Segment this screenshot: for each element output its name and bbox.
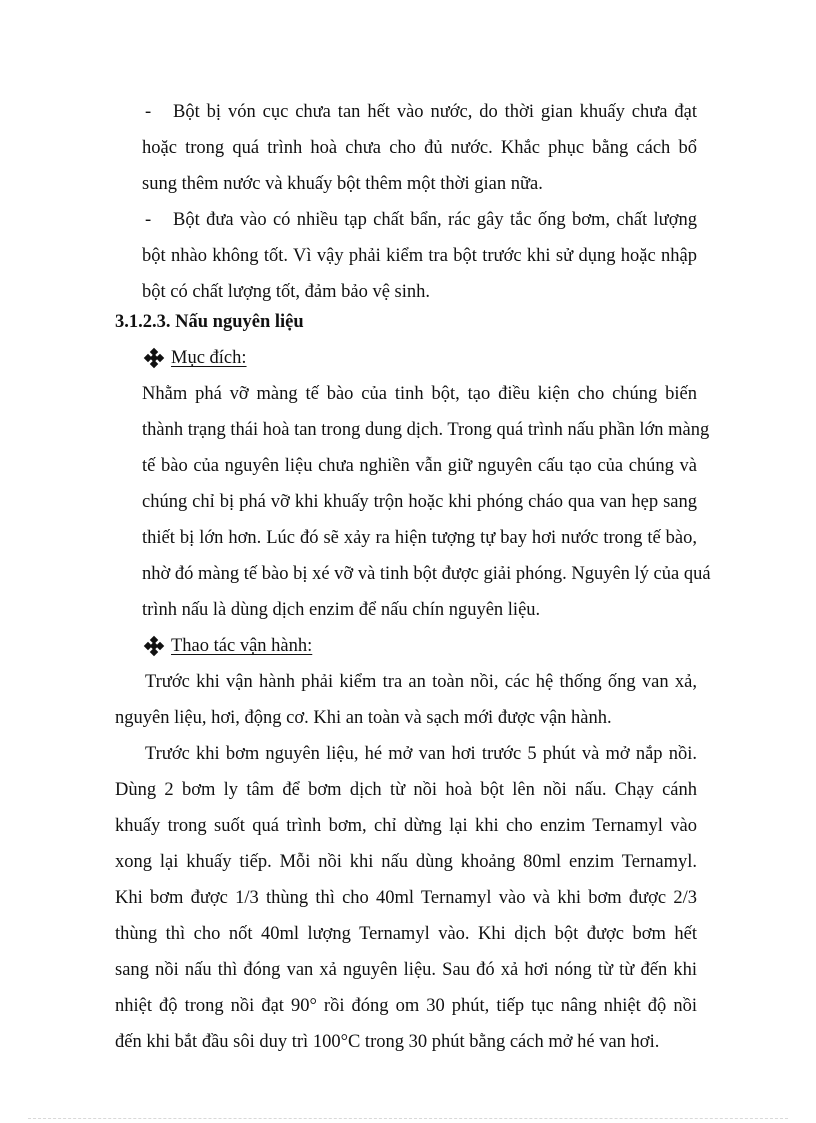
text-line: sung thêm nước và khuấy bột thêm một thời gian nữa. — [142, 174, 543, 194]
text-line: Trước khi bơm nguyên liệu, hé mở van hơi trước 5 phút và mở nắp nồi. — [145, 744, 697, 764]
text-line: thùng thì cho nốt 40ml lượng Ternamyl vào. Khi dịch bột được bơm hết — [115, 924, 697, 944]
text-line: bột có chất lượng tốt, đảm bảo vệ sinh. — [142, 282, 431, 302]
diamond-bullet-icon — [145, 349, 163, 367]
text-line: đến khi bắt đầu sôi duy trì 100°C trong 30 phút bằng cách mở hé van hơi. — [115, 1032, 660, 1052]
diamond-bullet-icon — [145, 637, 163, 655]
text-line: tế bào của nguyên liệu chưa nghiền vẫn giữ nguyên cấu tạo của chúng và — [142, 456, 697, 476]
text-line: chúng chỉ bị phá vỡ khi khuấy trộn hoặc khi phóng cháo qua van hẹp sang — [142, 492, 697, 512]
text-line: xong lại khuấy tiếp. Mỗi nồi khi nấu dùng khoảng 80ml enzim Ternamyl. — [115, 852, 697, 872]
text-line: trình nấu là dùng dịch enzim để nấu chín nguyên liệu. — [142, 600, 541, 620]
text-line: sang nồi nấu thì đóng van xả nguyên liệu. Sau đó xả hơi nóng từ từ đến khi — [115, 960, 697, 980]
text-line: hoặc trong quá trình hoà chưa cho đủ nước. Khắc phục bằng cách bổ — [142, 138, 697, 158]
text-line: thiết bị lớn hơn. Lúc đó sẽ xảy ra hiện tượng tự bay hơi nước trong tế bào, — [142, 528, 697, 548]
text-line: khuấy trong suốt quá trình bơm, chỉ dừng lại khi cho enzim Ternamyl vào — [115, 816, 697, 836]
text-line: Dùng 2 bơm ly tâm để bơm dịch từ nồi hoà bột lên nồi nấu. Chạy cánh — [115, 780, 697, 800]
operation-heading: Thao tác vận hành: — [145, 628, 312, 664]
text-line: Nhằm phá vỡ màng tế bào của tinh bột, tạo điều kiện cho chúng biến — [142, 384, 697, 404]
text-line: Trước khi vận hành phải kiểm tra an toàn nồi, các hệ thống ống van xả, — [145, 672, 697, 692]
bullet-line-1: - Bột bị vón cục chưa tan hết vào nước, do thời gian khuấy chưa đạt — [145, 94, 697, 130]
bullet-line-2: - Bột đưa vào có nhiều tạp chất bẩn, rác gây tắc ống bơm, chất lượng — [145, 202, 697, 238]
text-line: Khi bơm được 1/3 thùng thì cho 40ml Ternamyl vào và khi bơm được 2/3 — [115, 888, 697, 908]
page-bottom-rule — [28, 1118, 788, 1119]
text-line: nhiệt độ trong nồi đạt 90° rồi đóng om 30 phút, tiếp tục nâng nhiệt độ nồi — [115, 996, 697, 1016]
text-line: nguyên liệu, hơi, động cơ. Khi an toàn và sạch mới được vận hành. — [115, 708, 612, 728]
bullet-dash: - — [145, 210, 152, 230]
text-line: thành trạng thái hoà tan trong dung dịch. Trong quá trình nấu phần lớn màng — [142, 420, 710, 440]
bullet-dash: - — [145, 102, 152, 122]
text-line: bột nhào không tốt. Vì vậy phải kiểm tra bột trước khi sử dụng hoặc nhập — [142, 246, 697, 266]
purpose-heading: Mục đích: — [145, 340, 247, 376]
section-heading: 3.1.2.3. Nấu nguyên liệu — [115, 312, 304, 332]
text-line: nhờ đó màng tế bào bị xé vỡ và tinh bột được giải phóng. Nguyên lý của quá — [142, 564, 711, 584]
